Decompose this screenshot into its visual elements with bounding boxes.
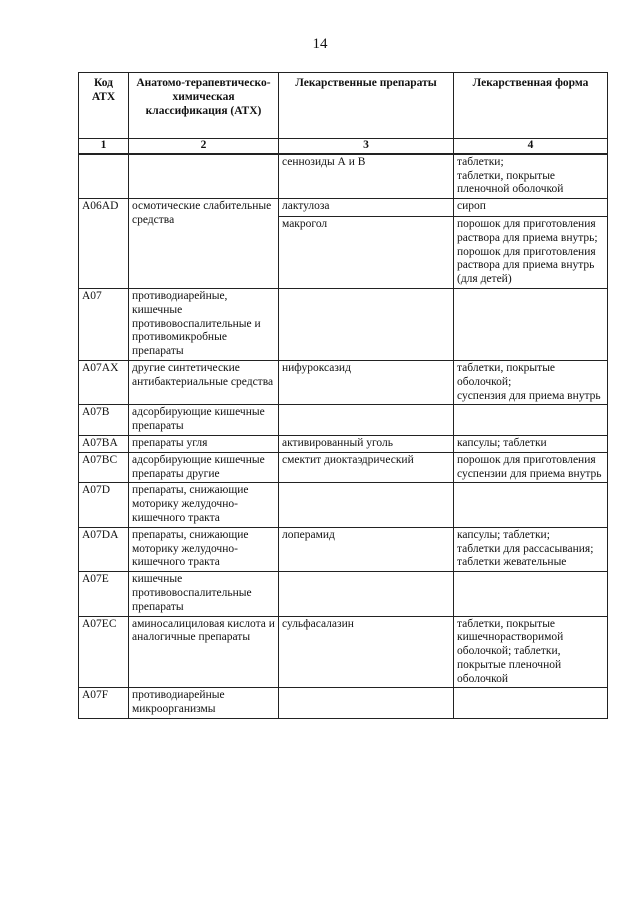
drug-entry: смектит диоктаэдрический: [282, 453, 414, 466]
dosage-form-cell: [454, 435, 608, 452]
drug-cell: [279, 288, 454, 360]
atx-table: [78, 72, 608, 719]
table-row: [79, 154, 608, 199]
dosage-form-entry: капсулы; таблетки; таблетки для рассасывания; таблетки жевательные: [457, 528, 594, 569]
dosage-form-entry: сироп: [457, 200, 486, 213]
table-row: [79, 572, 608, 616]
drug-entry: лоперамид: [282, 528, 335, 541]
table-row: [79, 360, 608, 404]
drug-cell: [279, 527, 454, 571]
dosage-form-cell: [454, 405, 608, 436]
drug-cell: [279, 572, 454, 616]
column-number: 2: [129, 139, 279, 154]
table-body: [79, 154, 608, 719]
atx-classification-cell: препараты, снижающие моторику желудочно-кишечного тракта: [129, 483, 279, 527]
dosage-form-cell: [454, 452, 608, 483]
drug-cell: [279, 154, 454, 199]
table-header-row: [79, 73, 608, 139]
drug-cell: [279, 199, 454, 289]
drug-entry: лактулоза: [282, 200, 330, 213]
drug-cell: [279, 435, 454, 452]
atx-code-cell: A07E: [79, 572, 129, 616]
dosage-form-cell: [454, 483, 608, 527]
atx-code-cell: A07F: [79, 688, 129, 719]
atx-code-cell: A07DA: [79, 527, 129, 571]
dosage-form-cell: [454, 572, 608, 616]
dosage-form-cell: [454, 527, 608, 571]
column-number-row: [79, 139, 608, 154]
atx-code-cell: A07D: [79, 483, 129, 527]
table-row: [79, 435, 608, 452]
page-number: 14: [312, 36, 328, 52]
table-row: [79, 452, 608, 483]
dosage-form-cell: [454, 688, 608, 719]
atx-classification-cell: противодиарейные, кишечные противовоспалительные и противомикробные препараты: [129, 288, 279, 360]
atx-classification-cell: противодиарейные микроорганизмы: [129, 688, 279, 719]
drug-cell: [279, 616, 454, 688]
atx-classification-cell: препараты, снижающие моторику желудочно-кишечного тракта: [129, 527, 279, 571]
atx-code-cell: A07EC: [79, 616, 129, 688]
drug-entry: сульфасалазин: [282, 617, 354, 630]
atx-code-cell: A06AD: [79, 199, 129, 289]
atx-classification-cell: адсорбирующие кишечные препараты другие: [129, 452, 279, 483]
dosage-form-entry: капсулы; таблетки: [457, 436, 547, 449]
atx-classification-cell: адсорбирующие кишечные препараты: [129, 405, 279, 436]
drug-entry: макрогол: [279, 216, 453, 232]
column-number: 4: [454, 139, 608, 154]
column-number: 1: [79, 139, 129, 154]
atx-code-cell: A07BA: [79, 435, 129, 452]
drug-cell: [279, 483, 454, 527]
table-row: [79, 405, 608, 436]
header-form: Лекарственная форма: [454, 73, 608, 139]
dosage-form-cell: [454, 288, 608, 360]
header-code: Код АТХ: [79, 73, 129, 139]
table-row: [79, 688, 608, 719]
atx-classification-cell: препараты угля: [129, 435, 279, 452]
dosage-form-cell: [454, 616, 608, 688]
atx-code-cell: [79, 154, 129, 199]
dosage-form-cell: [454, 360, 608, 404]
column-number: 3: [279, 139, 454, 154]
atx-code-cell: A07BC: [79, 452, 129, 483]
drug-cell: [279, 405, 454, 436]
table-row: [79, 199, 608, 289]
dosage-form-entry: порошок для приготовления раствора для приема внутрь; порошок для приготовления раствора для приема внутрь (для детей): [454, 216, 607, 287]
dosage-form-entry: таблетки; таблетки, покрытые пленочной оболочкой: [457, 155, 564, 196]
dosage-form-entry: порошок для приготовления суспензии для приема внутрь: [457, 453, 602, 480]
drug-cell: [279, 688, 454, 719]
atx-code-cell: A07AX: [79, 360, 129, 404]
header-drugs: Лекарственные препараты: [279, 73, 454, 139]
table-row: [79, 288, 608, 360]
drug-entry: нифуроксазид: [282, 361, 351, 374]
atx-classification-cell: другие синтетические антибактериальные средства: [129, 360, 279, 404]
dosage-form-entry: таблетки, покрытые кишечнорастворимой оболочкой; таблетки, покрытые пленочной оболочкой: [457, 617, 564, 685]
table-row: [79, 616, 608, 688]
dosage-form-entry: таблетки, покрытые оболочкой; суспензия для приема внутрь: [457, 361, 601, 402]
drug-cell: [279, 360, 454, 404]
dosage-form-cell: [454, 154, 608, 199]
header-classification: Анатомо-терапевтическо-химическая классификация (АТХ): [129, 73, 279, 139]
drug-entry: активированный уголь: [282, 436, 394, 449]
drug-cell: [279, 452, 454, 483]
dosage-form-cell: [454, 199, 608, 289]
atx-classification-cell: аминосалициловая кислота и аналогичные препараты: [129, 616, 279, 688]
atx-code-cell: A07: [79, 288, 129, 360]
atx-classification-cell: [129, 154, 279, 199]
atx-classification-cell: кишечные противовоспалительные препараты: [129, 572, 279, 616]
drug-entry: сеннозиды А и В: [282, 155, 366, 168]
atx-classification-cell: осмотические слабительные средства: [129, 199, 279, 289]
table-row: [79, 527, 608, 571]
atx-code-cell: A07B: [79, 405, 129, 436]
table-row: [79, 483, 608, 527]
